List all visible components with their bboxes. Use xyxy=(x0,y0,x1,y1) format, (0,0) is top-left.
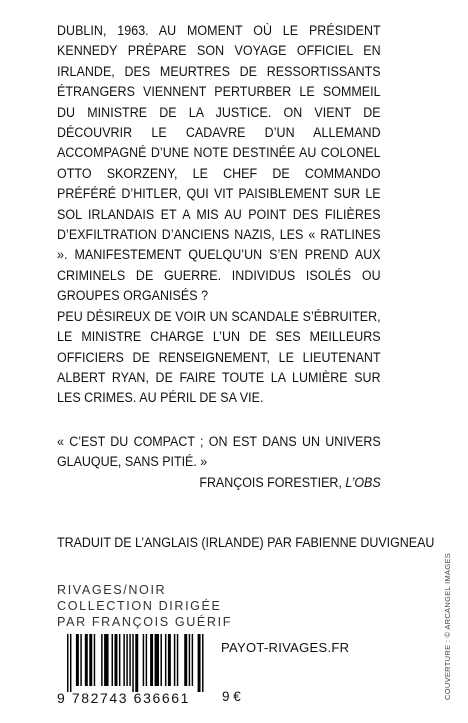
collection-director-line1: COLLECTION DIRIGÉE xyxy=(57,598,222,613)
barcode-bars xyxy=(67,634,205,692)
translator-credit: TRADUIT DE L’ANGLAIS (IRLANDE) PAR FABIENNE DUVIGNEAU xyxy=(57,535,435,550)
publisher-website: PAYOT-RIVAGES.FR xyxy=(221,640,350,655)
quote-source: L’OBS xyxy=(345,474,381,490)
cover-credit: COUVERTURE : © ARCANGEL IMAGES xyxy=(443,552,452,700)
quote-attribution xyxy=(57,473,381,493)
price: 9 € xyxy=(222,689,241,704)
synopsis-paragraph-2: PEU DÉSIREUX DE VOIR UN SCANDALE S’ÉBRUITER, LE MINISTRE CHARGE L’UN DE SES MEILLEURS OFFICIERS DE RENSEIGNEMENT, LE LIEUTENANT ALBERT RYAN, DE FAIRE TOUTE LA LUMIÈRE SUR LES CRIMES. AU PÉRIL DE SA VIE. xyxy=(57,308,381,406)
collection-name: RIVAGES/NOIR xyxy=(57,583,167,597)
collection-director-line2: PAR FRANÇOIS GUÉRIF xyxy=(57,614,233,629)
back-cover-synopsis xyxy=(57,21,381,409)
press-quote xyxy=(57,432,381,493)
barcode-digits: 9 782743 636661 xyxy=(57,690,190,706)
quote-author: FRANÇOIS FORESTIER, xyxy=(199,474,346,490)
quote-text: « C’EST DU COMPACT ; ON EST DANS UN UNIVERS GLAUQUE, SANS PITIÉ. » xyxy=(57,434,381,470)
synopsis-paragraph-1: DUBLIN, 1963. AU MOMENT OÙ LE PRÉSIDENT KENNEDY PRÉPARE SON VOYAGE OFFICIEL EN IRLANDE, DES MEURTRES DE RESSORTISSANTS ÉTRANGERS VIENNENT PERTURBER LE SOMMEIL DU MINISTRE DE LA JUSTICE. ON VIENT DE DÉCOUVRIR LE CADAVRE D’UN ALLEMAND ACCOMPAGNÉ D’UNE NOTE DESTINÉE AU COLONEL OTTO SKORZENY, LE CHEF DE COMMANDO PRÉFÉRÉ D’HITLER, QUI VIT PAISIBLEMENT SUR LE SOL IRLANDAIS ET A MIS AU POINT DES FILIÈRES D’EXFILTRATION D’ANCIENS NAZIS, LES « RATLINES ». MANIFESTEMENT QUELQU’UN S’EN PREND AUX CRIMINELS DE GUERRE. INDIVIDUS ISOLÉS OU GROUPES ORGANISÉS ? xyxy=(57,23,381,304)
collection-info xyxy=(57,583,232,630)
isbn-barcode xyxy=(57,634,209,708)
